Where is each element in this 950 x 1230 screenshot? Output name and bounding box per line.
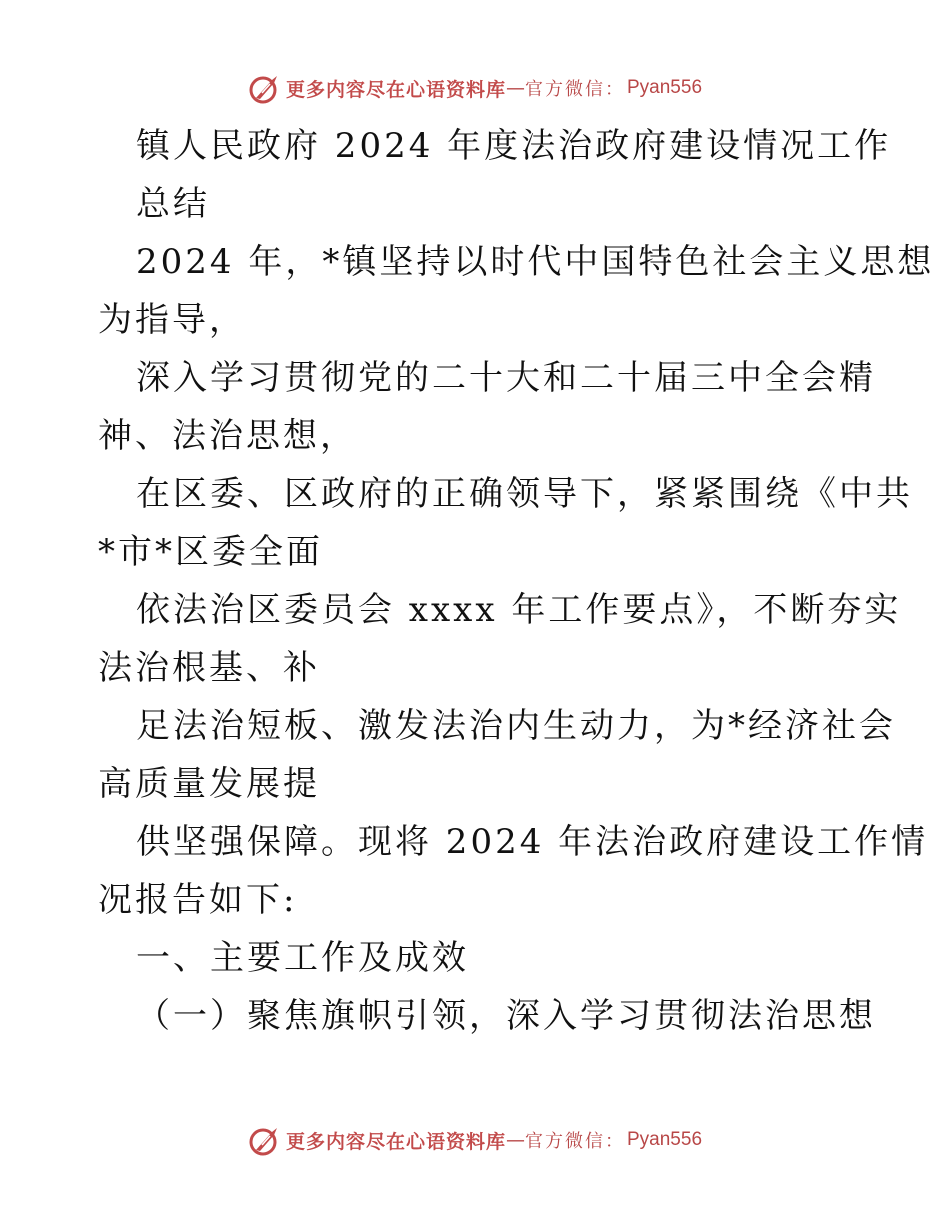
banner-brand-text: 更多内容尽在心语资料库 xyxy=(285,78,506,101)
banner-wechat-id: Pyan556 xyxy=(627,77,703,98)
banner-official-label: 官方微信： xyxy=(525,1131,625,1152)
subsection-heading: （一）聚焦旗帜引领，深入学习贯彻法治思想 xyxy=(136,996,876,1036)
paragraph-line: *市*区委全面 xyxy=(98,532,323,572)
paragraph-line: 足法治短板、激发法治内生动力，为*经济社会 xyxy=(136,706,896,746)
section-heading: 一、主要工作及成效 xyxy=(136,938,469,978)
quill-pen-seal-icon xyxy=(248,71,282,105)
doc-title-line-2: 总结 xyxy=(136,184,210,224)
paragraph-line: 依法治区委员会 xxxx 年工作要点》，不断夯实 xyxy=(136,590,902,630)
paragraph-line: 2024 年，*镇坚持以时代中国特色社会主义思想 xyxy=(136,242,935,282)
banner-official-label: 官方微信： xyxy=(525,79,625,100)
banner-separator: — xyxy=(506,1129,525,1151)
banner-separator: — xyxy=(506,77,525,99)
paragraph-line: 况报告如下: xyxy=(98,880,298,920)
paragraph-line: 为指导， xyxy=(98,300,246,340)
paragraph-line: 神、法治思想， xyxy=(98,416,357,456)
footer-banner xyxy=(0,1120,950,1160)
paragraph-line: 供坚强保障。现将 2024 年法治政府建设工作情 xyxy=(136,822,929,862)
paragraph-line: 高质量发展提 xyxy=(98,764,320,804)
doc-title-line-1: 镇人民政府 2024 年度法治政府建设情况工作 xyxy=(136,126,892,166)
quill-pen-seal-icon xyxy=(248,1123,282,1157)
banner-wechat-id: Pyan556 xyxy=(627,1129,703,1150)
header-banner xyxy=(0,68,950,108)
paragraph-line: 法治根基、补 xyxy=(98,648,320,688)
paragraph-line: 深入学习贯彻党的二十大和二十届三中全会精 xyxy=(136,358,876,398)
banner-brand-text: 更多内容尽在心语资料库 xyxy=(285,1130,506,1153)
paragraph-line: 在区委、区政府的正确领导下，紧紧围绕《中共 xyxy=(136,474,913,514)
